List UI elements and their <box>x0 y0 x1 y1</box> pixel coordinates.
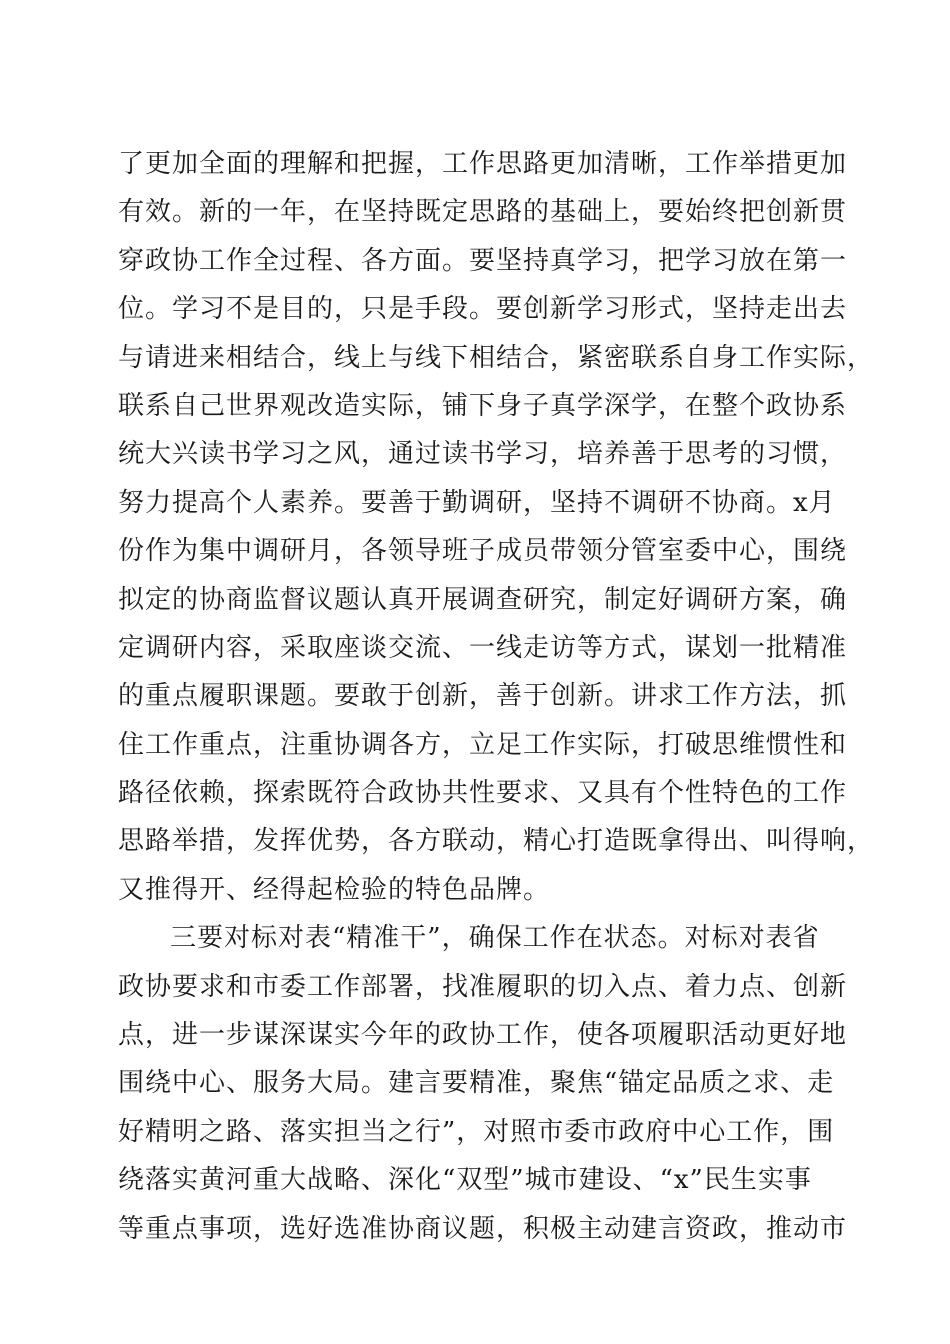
paragraph-2-line: 绕落实黄河重大战略、深化“双型”城市建设、“x”民生实事 <box>118 1165 812 1196</box>
paragraph-2-line: 政协要求和市委工作部署，找准履职的切入点、着力点、创新 <box>118 971 848 1002</box>
paragraph-2-first-line: 三要对标对表“精准干”，确保工作在状态。对标对表省 <box>170 923 820 954</box>
paragraph-1-line: 有效。新的一年，在坚持既定思路的基础上，要始终把创新贯 <box>118 197 848 228</box>
paragraph-1-line: 努力提高个人素养。要善于勤调研，坚持不调研不协商。x月 <box>118 487 836 518</box>
paragraph-1-line: 又推得开、经得起检验的特色品牌。 <box>118 874 551 905</box>
paragraph-2-line: 好精明之路、落实担当之行”，对照市委市政府中心工作，围 <box>118 1116 835 1147</box>
document-body <box>118 140 875 1253</box>
paragraph-1-line: 的重点履职课题。要敢于创新，善于创新。讲求工作方法，抓 <box>118 681 848 712</box>
paragraph-2-line: 等重点事项，选好选准协商议题，积极主动建言资政，推动市 <box>118 1213 848 1244</box>
paragraph-1-line: 拟定的协商监督议题认真开展调查研究，制定好调研方案，确 <box>118 584 848 615</box>
paragraph-2-line: 点，进一步谋深谋实今年的政协工作，使各项履职活动更好地 <box>118 1020 848 1051</box>
paragraph-1-line: 了更加全面的理解和把握，工作思路更加清晰，工作举措更加 <box>118 149 848 179</box>
paragraph-1-line: 思路举措，发挥优势，各方联动，精心打造既拿得出、叫得响， <box>118 826 875 857</box>
paragraph-1-line: 与请进来相结合，线上与线下相结合，紧密联系自身工作实际， <box>118 342 875 373</box>
paragraph-1-line: 定调研内容，采取座谈交流、一线走访等方式，谋划一批精准 <box>118 632 848 663</box>
paragraph-1-line: 份作为集中调研月，各领导班子成员带领分管室委中心，围绕 <box>118 536 848 567</box>
paragraph-2-line: 围绕中心、服务大局。建言要精准，聚焦“锚定品质之求、走 <box>118 1068 835 1099</box>
paragraph-1-line: 统大兴读书学习之风，通过读书学习，培养善于思考的习惯， <box>118 439 848 470</box>
paragraph-1-line: 穿政协工作全过程、各方面。要坚持真学习，把学习放在第一 <box>118 245 848 276</box>
paragraph-1-line: 位。学习不是目的，只是手段。要创新学习形式，坚持走出去 <box>118 294 848 325</box>
paragraph-1-line: 联系自己世界观改造实际，铺下身子真学深学，在整个政协系 <box>118 390 848 421</box>
paragraph-1-line: 路径依赖，探索既符合政协共性要求、又具有个性特色的工作 <box>118 778 848 809</box>
paragraph-1-line: 住工作重点，注重协调各方，立足工作实际，打破思维惯性和 <box>118 729 848 760</box>
